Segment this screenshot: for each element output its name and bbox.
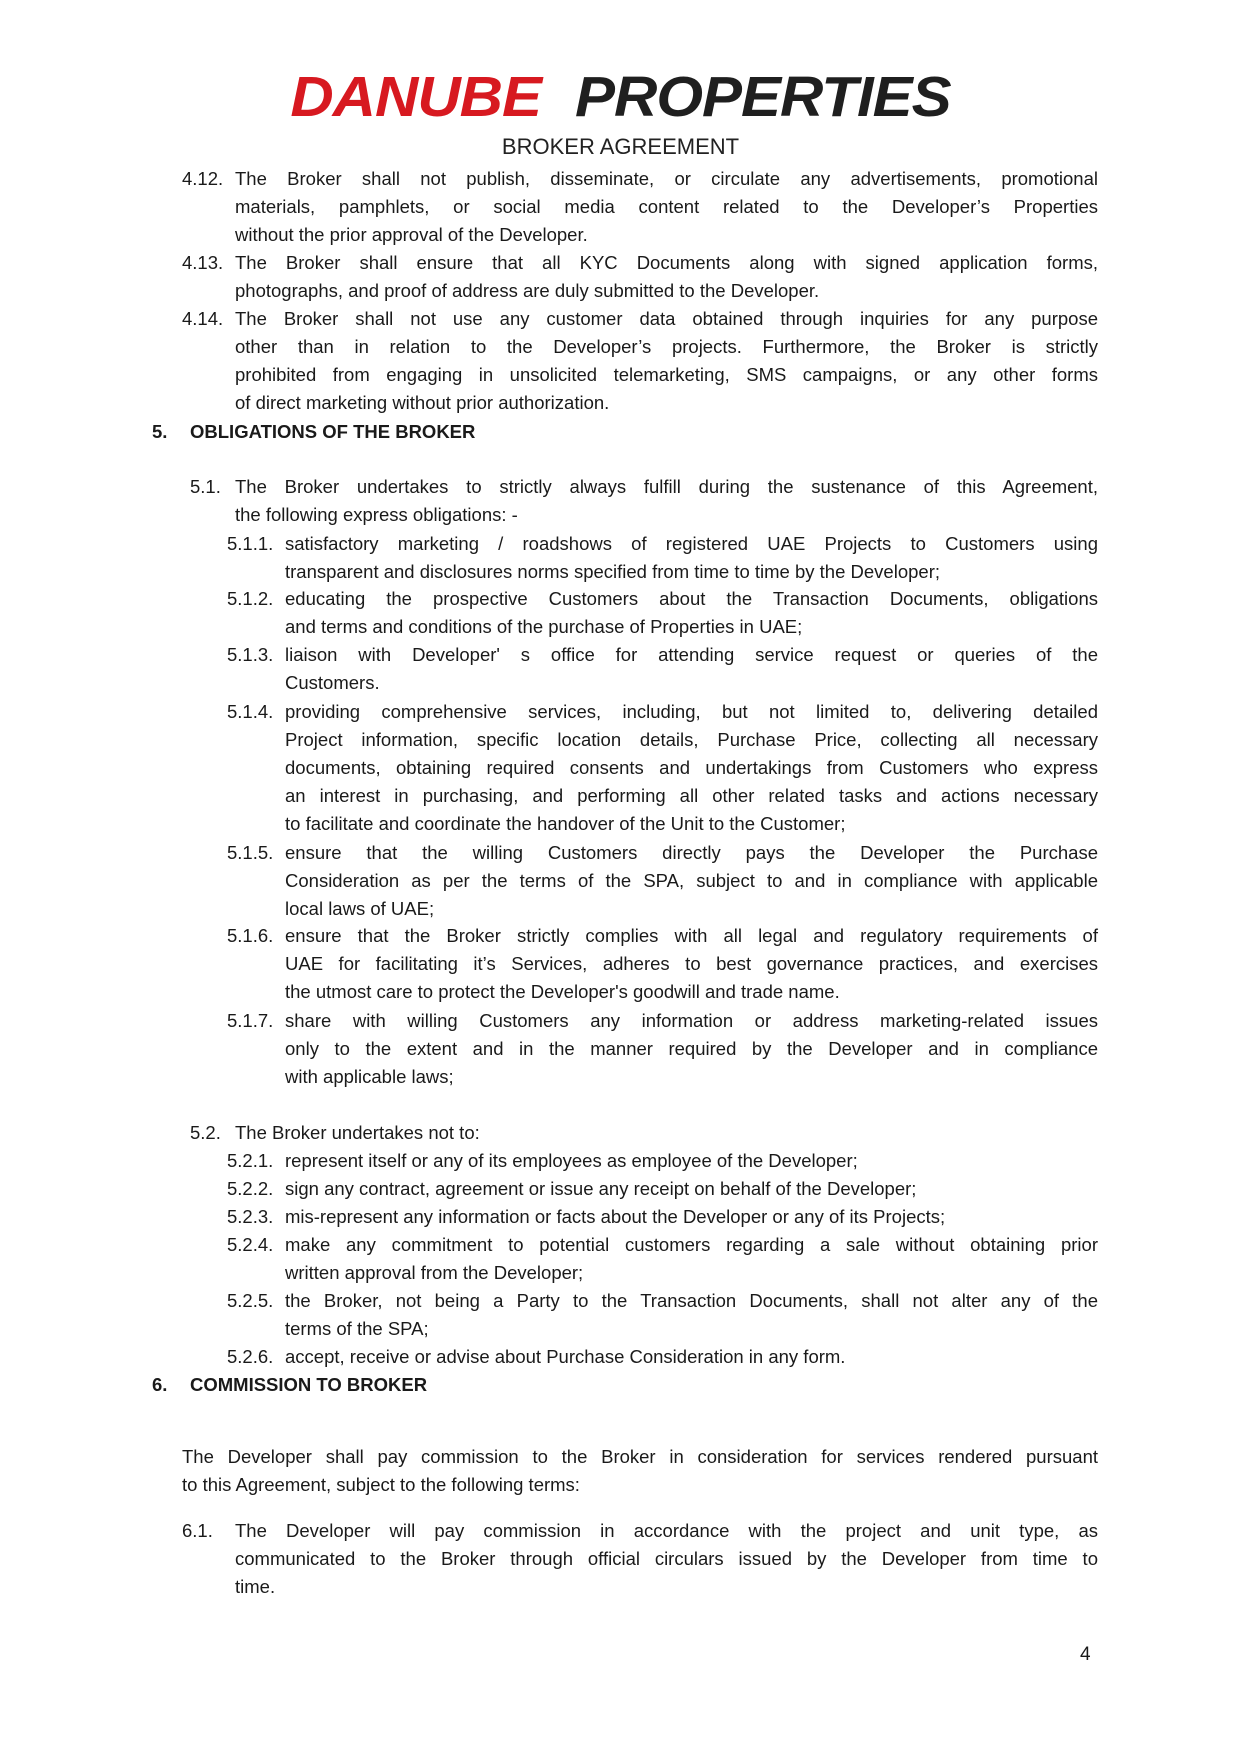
clause — [182, 165, 1098, 249]
text-line: represent itself or any of its employees as employee of the Developer; — [285, 1150, 858, 1171]
clause-number: 5.1.2. — [227, 588, 274, 609]
text-line: sign any contract, agreement or issue any receipt on behalf of the Developer; — [285, 1178, 917, 1199]
text-line: The Developer will pay commission in accordance with the project and unit type, as — [235, 1520, 1098, 1541]
clause-text — [235, 1119, 1098, 1147]
text-line: The Broker undertakes not to: — [235, 1122, 480, 1143]
text-line: transparent and disclosures norms specified from time to time by the Developer; — [285, 561, 940, 583]
clause-number: 4.13. — [182, 252, 224, 273]
text-line: of direct marketing without prior authorization. — [235, 392, 610, 414]
clause — [227, 1175, 1098, 1203]
text-line: educating the prospective Customers about the Transaction Documents, obligations — [285, 588, 1098, 609]
text-line: Customers. — [285, 672, 380, 694]
text-line: ensure that the Broker strictly complies with all legal and regulatory requirements of — [285, 925, 1098, 946]
clause-text — [285, 1343, 1098, 1371]
text-line: to facilitate and coordinate the handover of the Unit to the Customer; — [285, 813, 846, 835]
text-line: The Broker undertakes to strictly always fulfill during the sustenance of this Agreement, — [235, 476, 1098, 497]
text-line: ensure that the willing Customers directly pays the Developer the Purchase — [285, 842, 1098, 863]
clause-number: 4.12. — [182, 168, 224, 189]
text-line: the following express obligations: - — [235, 504, 518, 526]
clause-number: 5.1. — [190, 476, 221, 497]
clause-text — [285, 530, 1098, 586]
clause-text — [235, 165, 1098, 249]
clause-text — [285, 922, 1098, 1006]
text-line: with applicable laws; — [285, 1066, 454, 1088]
clause-number: 6. — [152, 1374, 168, 1395]
text-line: liaison with Developer' s office for attending service request or queries of the — [285, 644, 1098, 665]
text-line: The Developer shall pay commission to the Broker in consideration for services rendered pursuant — [182, 1446, 1098, 1467]
text-line: satisfactory marketing / roadshows of registered UAE Projects to Customers using — [285, 533, 1098, 554]
clause-text — [285, 698, 1098, 838]
text-line: materials, pamphlets, or social media content related to the Developer’s Properties — [235, 196, 1098, 218]
clause — [227, 530, 1098, 586]
text-line: terms of the SPA; — [285, 1318, 429, 1340]
clause-text — [285, 1287, 1098, 1343]
clause — [190, 1119, 1098, 1147]
text-line: and terms and conditions of the purchase of Properties in UAE; — [285, 616, 803, 638]
text-line: COMMISSION TO BROKER — [190, 1374, 428, 1395]
clause — [227, 839, 1098, 923]
clause-number: 5.1.4. — [227, 701, 274, 722]
text-line: only to the extent and in the manner required by the Developer and in compliance — [285, 1038, 1098, 1060]
clause-number: 5.2.5. — [227, 1290, 274, 1311]
logo-properties: PROPERTIES — [575, 64, 951, 129]
clause — [227, 698, 1098, 838]
clause — [227, 641, 1098, 697]
section-heading — [152, 418, 1098, 446]
text-line: Project information, specific location details, Purchase Price, collecting all necessary — [285, 729, 1098, 751]
text-line: make any commitment to potential customers regarding a sale without obtaining prior — [285, 1234, 1098, 1255]
text-line: OBLIGATIONS OF THE BROKER — [190, 421, 476, 442]
clause-text — [285, 585, 1098, 641]
paragraph — [182, 1443, 1098, 1499]
clause-number: 4.14. — [182, 308, 224, 329]
clause — [227, 585, 1098, 641]
text-line: the Broker, not being a Party to the Transaction Documents, shall not alter any of the — [285, 1290, 1098, 1311]
text-line: prohibited from engaging in unsolicited telemarketing, SMS campaigns, or any other forms — [235, 364, 1098, 386]
text-line: the utmost care to protect the Developer's goodwill and trade name. — [285, 981, 840, 1003]
text-line: mis-represent any information or facts about the Developer or any of its Projects; — [285, 1206, 946, 1227]
clause — [227, 1203, 1098, 1231]
clause — [182, 249, 1098, 305]
clause-text — [235, 1517, 1098, 1601]
logo-danube: DANUBE — [290, 64, 541, 129]
clause-number: 5.2. — [190, 1122, 221, 1143]
text-line: local laws of UAE; — [285, 898, 435, 920]
clause-number: 5.1.1. — [227, 533, 274, 554]
section-heading — [152, 1371, 1098, 1399]
clause-text — [182, 1443, 1098, 1499]
clause-text — [285, 839, 1098, 923]
page-number: 4 — [1080, 1644, 1091, 1665]
clause-number: 5.1.5. — [227, 842, 274, 863]
text-line: other than in relation to the Developer’s projects. Furthermore, the Broker is strictly — [235, 336, 1098, 358]
text-line: without the prior approval of the Developer. — [235, 224, 588, 246]
clause-text — [190, 418, 1098, 446]
clause-number: 6.1. — [182, 1520, 213, 1541]
text-line: communicated to the Broker through official circulars issued by the Developer from time to — [235, 1548, 1098, 1570]
clause-text — [285, 641, 1098, 697]
clause — [227, 1147, 1098, 1175]
clause-number: 5.1.3. — [227, 644, 274, 665]
clause — [182, 305, 1098, 417]
text-line: accept, receive or advise about Purchase Consideration in any form. — [285, 1346, 846, 1367]
clause — [227, 1287, 1098, 1343]
text-line: photographs, and proof of address are duly submitted to the Developer. — [235, 280, 820, 302]
clause-text — [235, 249, 1098, 305]
clause-number: 5.2.1. — [227, 1150, 274, 1171]
clause — [190, 473, 1098, 529]
text-line: documents, obtaining required consents and undertakings from Customers who express — [285, 757, 1098, 779]
text-line: The Broker shall not publish, disseminate, or circulate any advertisements, promotional — [235, 168, 1098, 189]
clause — [227, 1343, 1098, 1371]
text-line: share with willing Customers any information or address marketing-related issues — [285, 1010, 1098, 1031]
text-line: Consideration as per the terms of the SPA, subject to and in compliance with applicable — [285, 870, 1098, 892]
clause-number: 5.1.6. — [227, 925, 274, 946]
clause-text — [285, 1175, 1098, 1203]
text-line: an interest in purchasing, and performing all other related tasks and actions necessary — [285, 785, 1098, 807]
clause-number: 5.2.3. — [227, 1206, 274, 1227]
text-line: The Broker shall ensure that all KYC Documents along with signed application forms, — [235, 252, 1098, 273]
clause-text — [235, 473, 1098, 529]
document-title: BROKER AGREEMENT — [501, 134, 740, 159]
clause — [182, 1517, 1098, 1601]
clause-text — [235, 305, 1098, 417]
text-line: providing comprehensive services, including, but not limited to, delivering detailed — [285, 701, 1098, 722]
clause-number: 5.2.6. — [227, 1346, 274, 1367]
clause-text — [190, 1371, 1098, 1399]
text-line: UAE for facilitating it’s Services, adheres to best governance practices, and exercises — [285, 953, 1098, 975]
clause-number: 5.2.2. — [227, 1178, 274, 1199]
clause-text — [285, 1007, 1098, 1091]
clause-text — [285, 1231, 1098, 1287]
clause-text — [285, 1203, 1098, 1231]
text-line: The Broker shall not use any customer data obtained through inquiries for any purpose — [235, 308, 1098, 329]
clause-text — [285, 1147, 1098, 1175]
clause-number: 5. — [152, 421, 168, 442]
text-line: to this Agreement, subject to the following terms: — [182, 1474, 580, 1496]
text-line: written approval from the Developer; — [285, 1262, 584, 1284]
clause — [227, 1231, 1098, 1287]
clause — [227, 1007, 1098, 1091]
danube-properties-logo — [0, 64, 1241, 130]
text-line: time. — [235, 1576, 276, 1598]
clause-number: 5.1.7. — [227, 1010, 274, 1031]
clause-number: 5.2.4. — [227, 1234, 274, 1255]
clause — [227, 922, 1098, 1006]
